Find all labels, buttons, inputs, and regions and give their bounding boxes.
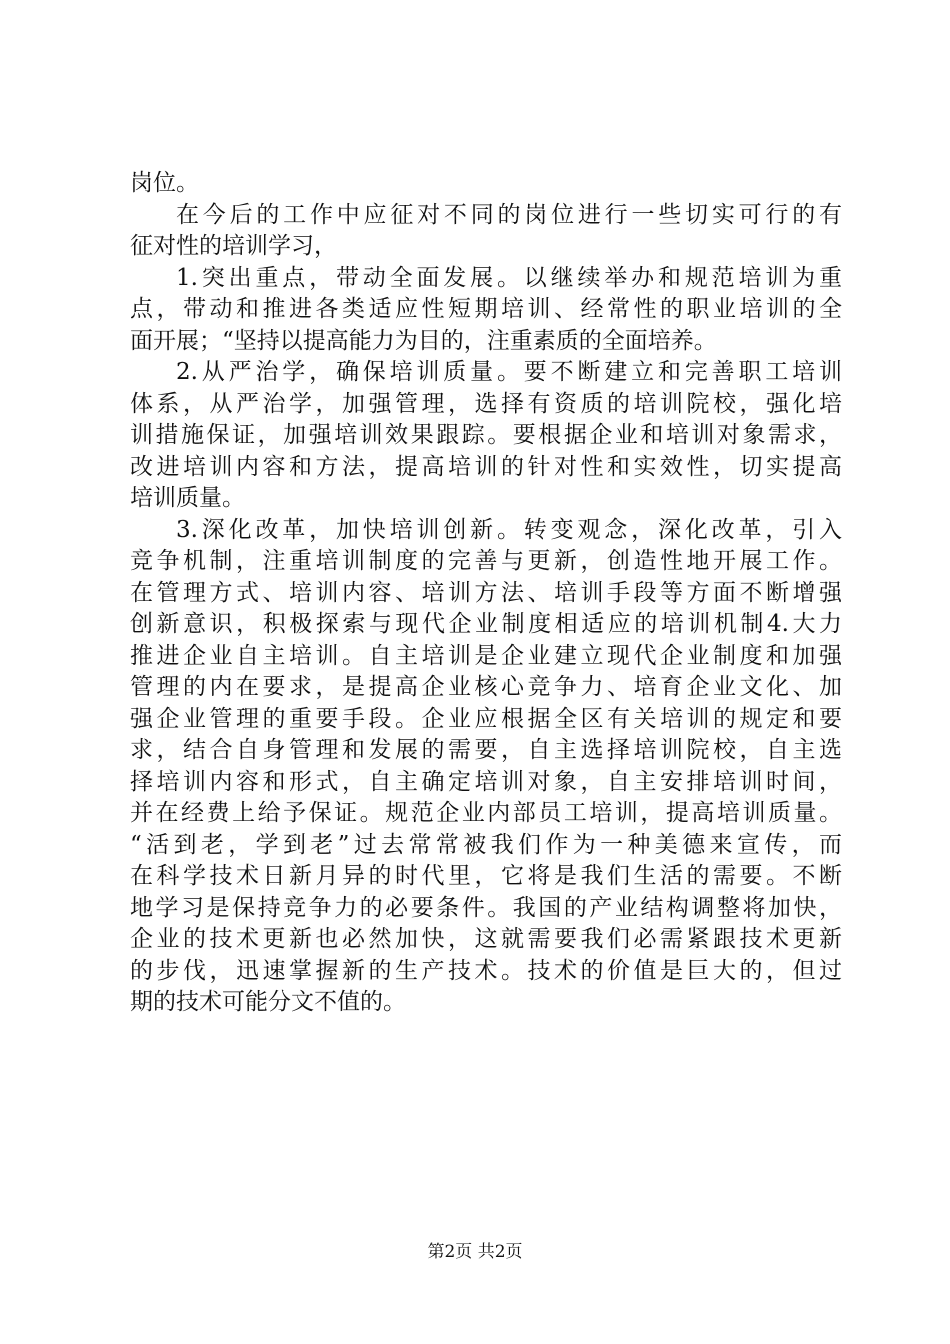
text-line: 求，结合自身管理和发展的需要，自主选择培训院校，自主选 — [130, 737, 842, 763]
text-line: 征对性的培训学习， — [130, 233, 337, 259]
text-line: 训措施保证，加强培训效果跟踪。要根据企业和培训对象需求， — [130, 422, 842, 448]
text-line: 面开展；“坚持以提高能力为目的，注重素质的全面培养。 — [130, 327, 717, 354]
text-line: 地学习是保持竞争力的必要条件。我国的产业结构调整将加快， — [130, 894, 842, 921]
text-line: 在管理方式、培训内容、培训方法、培训手段等方面不断增强 — [130, 579, 842, 606]
text-line: 在今后的工作中应征对不同的岗位进行一些切实可行的有 — [176, 201, 842, 228]
text-line: 企业的技术更新也必然加快，这就需要我们必需紧跟技术更新 — [130, 926, 842, 952]
text-line: 2.从严治学，确保培训质量。要不断建立和完善职工培训 — [176, 359, 842, 385]
text-line: 岗位。 — [130, 170, 199, 196]
text-line: 创新意识，积极探索与现代企业制度相适应的培训机制4.大力 — [130, 611, 842, 637]
text-line: 在科学技术日新月异的时代里，它将是我们生活的需要。不断 — [130, 863, 842, 889]
document-body — [130, 168, 842, 1019]
text-line: 择培训内容和形式，自主确定培训对象，自主安排培训时间， — [130, 768, 842, 795]
text-line: 强企业管理的重要手段。企业应根据全区有关培训的规定和要 — [130, 705, 842, 732]
text-line: 并在经费上给予保证。规范企业内部员工培训，提高培训质量。 — [130, 800, 842, 826]
text-line: 的步伐，迅速掌握新的生产技术。技术的价值是巨大的，但过 — [130, 957, 842, 984]
text-line: 推进企业自主培训。自主培训是企业建立现代企业制度和加强 — [130, 642, 842, 669]
text-line: “活到老，学到老”过去常常被我们作为一种美德来宣传，而 — [130, 831, 842, 858]
text-line: 改进培训内容和方法，提高培训的针对性和实效性，切实提高 — [130, 453, 842, 480]
text-line: 期的技术可能分文不值的。 — [130, 989, 406, 1015]
text-line: 点，带动和推进各类适应性短期培训、经常性的职业培训的全 — [130, 296, 842, 322]
text-line: 3.深化改革，加快培训创新。转变观念，深化改革，引入 — [176, 516, 842, 543]
text-line: 体系，从严治学，加强管理，选择有资质的培训院校，强化培 — [130, 390, 842, 417]
text-line: 竞争机制，注重培训制度的完善与更新，创造性地开展工作。 — [130, 548, 842, 574]
text-line: 1.突出重点，带动全面发展。以继续举办和规范培训为重 — [176, 264, 842, 291]
text-line: 培训质量。 — [130, 485, 245, 511]
text-line: 管理的内在要求，是提高企业核心竞争力、培育企业文化、加 — [130, 674, 842, 700]
page-number-footer: 第2页 共2页 — [427, 1242, 523, 1262]
